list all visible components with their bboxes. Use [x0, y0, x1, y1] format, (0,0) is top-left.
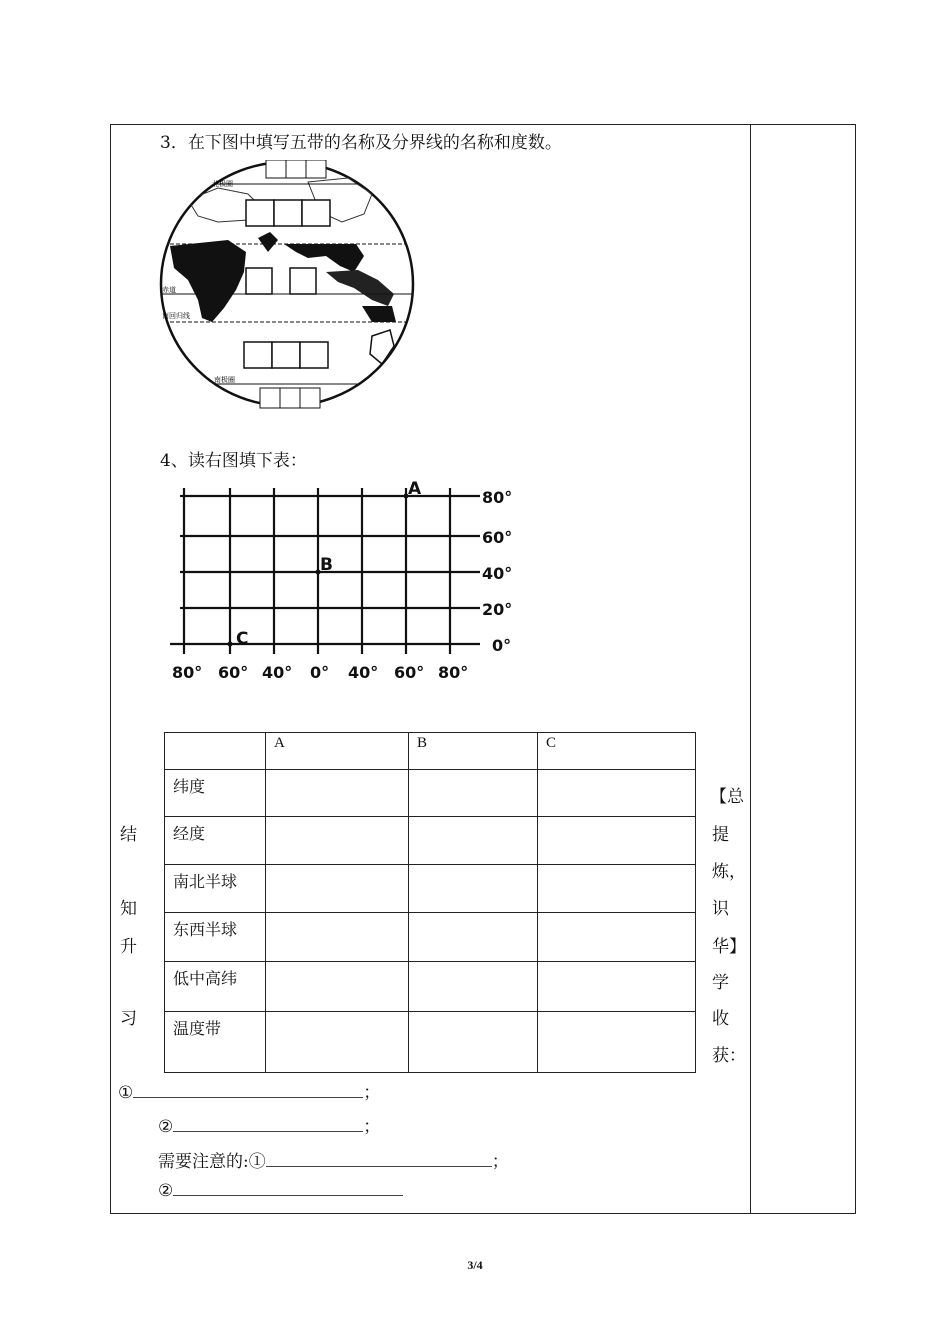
- right-label-char-1: 【总: [710, 787, 744, 807]
- table-header-b: B: [409, 733, 538, 770]
- answer-cell[interactable]: [409, 770, 538, 817]
- left-label-char-4: 习: [120, 1009, 137, 1029]
- left-label-char-2: 知: [120, 899, 137, 919]
- question-3-text: 3．在下图中填写五带的名称及分界线的名称和度数。: [160, 133, 562, 153]
- lon-label-w60: 60°: [218, 663, 249, 682]
- table-header-row: [165, 733, 696, 770]
- table-row: [165, 913, 696, 962]
- point-b-label: B: [320, 555, 333, 575]
- summary-item-4: ②: [158, 1181, 403, 1201]
- lon-label-e80: 80°: [438, 663, 469, 682]
- column-divider: [750, 124, 751, 1214]
- answer-cell[interactable]: [538, 962, 696, 1012]
- answer-cell[interactable]: [266, 913, 409, 962]
- table-header-a: A: [266, 733, 409, 770]
- right-label-char-6: 学: [712, 973, 729, 993]
- table-header-c: C: [538, 733, 696, 770]
- lon-label-e60: 60°: [394, 663, 425, 682]
- table-row: [165, 865, 696, 913]
- right-label-char-5: 华】: [712, 937, 746, 957]
- row-label-latitude: 纬度: [165, 770, 266, 817]
- answer-cell[interactable]: [538, 1012, 696, 1073]
- answer-cell[interactable]: [538, 817, 696, 865]
- latlon-grid-figure: [150, 478, 530, 690]
- table-row: [165, 817, 696, 865]
- answer-cell[interactable]: [266, 865, 409, 913]
- answer-cell[interactable]: [409, 1012, 538, 1073]
- answer-cell[interactable]: [409, 962, 538, 1012]
- globe-figure: [158, 160, 420, 410]
- left-label-char-1: 结: [120, 825, 137, 845]
- fill-blank-4[interactable]: [173, 1181, 403, 1196]
- row-label-longitude: 经度: [165, 817, 266, 865]
- question-4-text: 4、读右图填下表：: [160, 451, 307, 471]
- point-a-label: A: [408, 479, 422, 499]
- answer-cell[interactable]: [266, 962, 409, 1012]
- right-label-char-7: 收: [712, 1009, 729, 1029]
- lat-label-80: 80°: [482, 488, 513, 507]
- answer-cell[interactable]: [409, 865, 538, 913]
- answer-table: [164, 732, 696, 1073]
- lon-label-w80: 80°: [172, 663, 203, 682]
- table-row: [165, 1012, 696, 1073]
- answer-cell[interactable]: [266, 817, 409, 865]
- right-label-char-2: 提: [712, 825, 729, 845]
- point-c-label: C: [236, 629, 249, 649]
- right-label-char-3: 炼，: [712, 862, 746, 882]
- capricorn-label: 南回归线: [162, 312, 190, 320]
- summary-item-1: ① ；: [118, 1083, 381, 1103]
- right-label-char-4: 识: [712, 899, 729, 919]
- antarctic-label: 南极圈: [214, 376, 235, 384]
- answer-cell[interactable]: [409, 913, 538, 962]
- answer-cell[interactable]: [266, 1012, 409, 1073]
- lat-label-40: 40°: [482, 564, 513, 583]
- answer-cell[interactable]: [266, 770, 409, 817]
- fill-blank-1[interactable]: [133, 1083, 363, 1098]
- table-row: [165, 770, 696, 817]
- lat-label-60: 60°: [482, 528, 513, 547]
- row-label-ew-hemisphere: 东西半球: [165, 913, 266, 962]
- left-label-char-3: 升: [120, 937, 137, 957]
- lat-label-20: 20°: [482, 600, 513, 619]
- point-c-marker: [228, 642, 233, 647]
- table-header-corner: [165, 733, 266, 770]
- fill-blank-2[interactable]: [173, 1117, 363, 1132]
- lon-label-0: 0°: [310, 663, 330, 682]
- page-number: 3/4: [467, 1258, 483, 1272]
- lat-label-0: 0°: [492, 636, 512, 655]
- lon-label-w40: 40°: [262, 663, 293, 682]
- answer-cell[interactable]: [538, 770, 696, 817]
- lon-label-e40: 40°: [348, 663, 379, 682]
- fill-blank-3[interactable]: [266, 1152, 492, 1167]
- row-label-ns-hemisphere: 南北半球: [165, 865, 266, 913]
- right-label-char-8: 获：: [712, 1046, 746, 1066]
- row-label-latitude-zone: 低中高纬: [165, 962, 266, 1012]
- arctic-label: 北极圈: [212, 180, 233, 188]
- globe-svg: [158, 160, 420, 410]
- answer-cell[interactable]: [538, 913, 696, 962]
- answer-cell[interactable]: [409, 817, 538, 865]
- summary-item-2: ② ；: [158, 1117, 381, 1137]
- summary-attention: 需要注意的:① ；: [158, 1152, 509, 1172]
- row-label-temperature-zone: 温度带: [165, 1012, 266, 1073]
- answer-cell[interactable]: [538, 865, 696, 913]
- equator-label: 赤道: [162, 286, 176, 294]
- grid-svg: [150, 478, 530, 690]
- table-row: [165, 962, 696, 1012]
